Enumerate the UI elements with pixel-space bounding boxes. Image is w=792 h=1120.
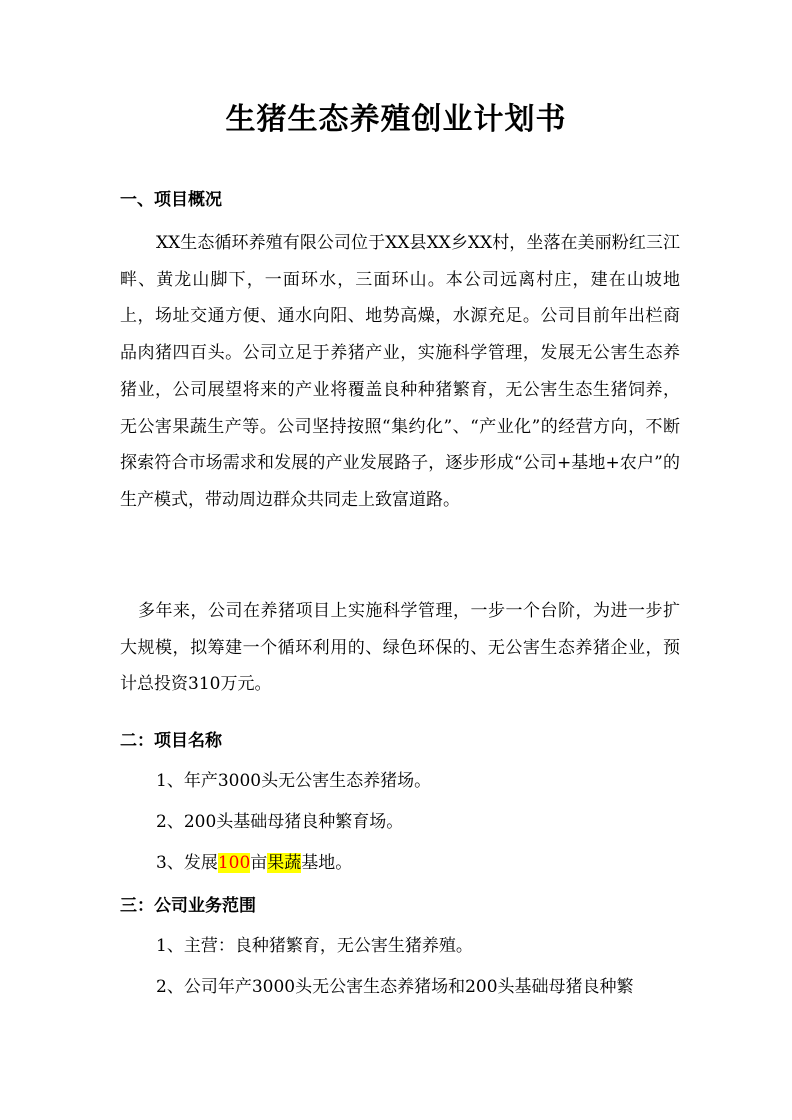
item-3-prefix: 3、发展: [156, 853, 218, 873]
highlighted-acreage: 100: [217, 853, 251, 873]
project-name-item-1: 1、年产3000头无公害生态养猪场。: [156, 771, 432, 791]
section-heading-overview: 一、项目概况: [120, 190, 222, 210]
section-heading-project-name: 二：项目名称: [120, 731, 222, 751]
section-heading-business-scope: 三：公司业务范围: [120, 896, 256, 916]
document-title: 生猪生态养殖创业计划书: [225, 102, 567, 137]
business-scope-item-1: 1、主营：良种猪繁育，无公害生猪养殖。: [156, 936, 473, 956]
item-3-suffix: 基地。: [301, 853, 353, 873]
highlighted-fruit-vegetables: 果蔬: [267, 853, 302, 873]
overview-paragraph-1: XX生态循环养殖有限公司位于XX县XX乡XX村，坐落在美丽粉红三江畔、黄龙山脚下，一面环水，三面环山。本公司远离村庄，建在山坡地上，场址交通方便、通水向阳、地势高燥，水源充足。公司目前年出栏商品肉猪四百头。公司立足于养猪产业，实施科学管理，发展无公害生态养猪业，公司展望将来的产业将覆盖良种种猪繁育，无公害生态生猪饲养，无公害果蔬生产等。公司坚持按照“集约化”、“产业化”的经营方向，不断探索符合市场需求和发展的产业发展路子，逐步形成“公司+基地+农户”的生产模式，带动周边群众共同走上致富道路。: [120, 233, 680, 510]
overview-paragraph-2: 多年来，公司在养猪项目上实施科学管理，一步一个台阶，为进一步扩大规模，拟筹建一个循环利用的、绿色环保的、无公害生态养猪企业，预计总投资310万元。: [120, 601, 680, 695]
item-3-unit: 亩: [250, 853, 268, 873]
project-name-item-2: 2、200头基础母猪良种繁育场。: [156, 812, 404, 832]
business-scope-item-2: 2、公司年产3000头无公害生态养猪场和200头基础母猪良种繁: [156, 977, 634, 997]
project-name-item-3: [156, 850, 686, 876]
